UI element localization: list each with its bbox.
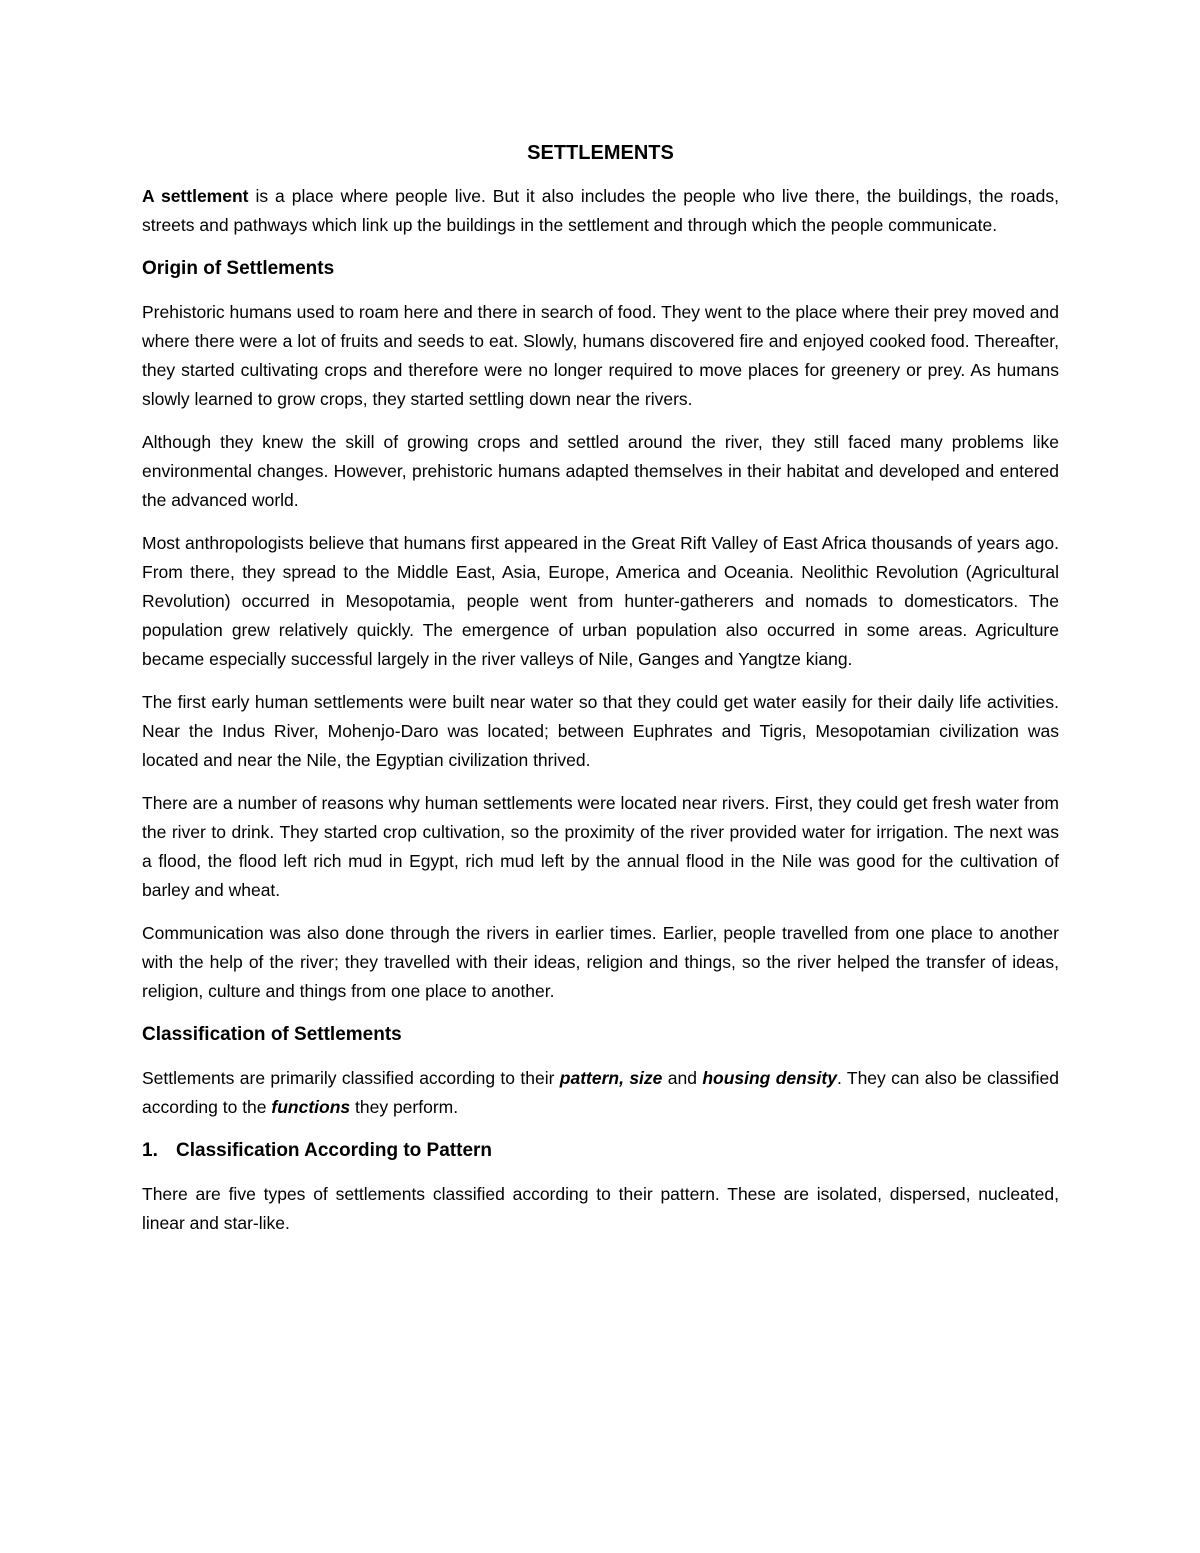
classification-text-5: they perform. bbox=[350, 1097, 459, 1117]
keyword-pattern: pattern, bbox=[559, 1068, 624, 1088]
origin-paragraph-5: There are a number of reasons why human settlements were located near rivers. First, they could get fresh water from the river to drink. They started crop cultivation, so the proximity of the river provided water for irrigation. The next was a flood, the flood left rich mud in Egypt, rich mud left by the annual flood in the Nile was good for the cultivation of barley and wheat. bbox=[142, 793, 1059, 900]
origin-paragraph-2: Although they knew the skill of growing crops and settled around the river, they still faced many problems like environmental changes. However, prehistoric humans adapted themselves in their habitat and developed and entered the advanced world. bbox=[142, 432, 1059, 510]
intro-term: A settlement bbox=[142, 186, 249, 206]
document-page bbox=[142, 138, 1059, 1252]
origin-paragraph-4: The first early human settlements were built near water so that they could get water easily for their daily life activities. Near the Indus River, Mohenjo-Daro was located; between Euphrates and Tigris, Mesopotamian civilization was located and near the Nile, the Egyptian civilization thrived. bbox=[142, 692, 1059, 770]
origin-paragraph-1: Prehistoric humans used to roam here and there in search of food. They went to the place where their prey moved and where there were a lot of fruits and seeds to eat. Slowly, humans discovered fire and enjoyed cooked food. Thereafter, they started cultivating crops and therefore were no longer required to move places for greenery or prey. As humans slowly learned to grow crops, they started settling down near the rivers. bbox=[142, 302, 1059, 409]
classification-text-1: Settlements are primarily classified according to their bbox=[142, 1068, 560, 1088]
origin-heading: Origin of Settlements bbox=[142, 258, 335, 279]
origin-paragraph-3: Most anthropologists believe that humans first appeared in the Great Rift Valley of East Africa thousands of years ago. From there, they spread to the Middle East, Asia, Europe, America and Oceania. Neolithic Revolution (Agricultural Revolution) occurred in Mesopotamia, people went from hunter-gatherers and nomads to domesticators. The population grew relatively quickly. The emergence of urban population also occurred in some areas. Agriculture became especially successful largely in the river valleys of Nile, Ganges and Yangtze kiang. bbox=[142, 533, 1059, 669]
pattern-heading bbox=[142, 1136, 1059, 1166]
document-title: SETTLEMENTS bbox=[527, 142, 674, 164]
intro-text: is a place where people live. But it also includes the people who live there, the buildings, the roads, streets and pathways which link up the buildings in the settlement and through which the people communicate. bbox=[142, 186, 1059, 235]
keyword-housing-density: housing density bbox=[702, 1068, 837, 1088]
classification-heading: Classification of Settlements bbox=[142, 1024, 402, 1045]
pattern-heading-number: 1. bbox=[142, 1140, 158, 1161]
keyword-functions: functions bbox=[271, 1097, 351, 1117]
origin-paragraph-6: Communication was also done through the rivers in earlier times. Earlier, people travelled from one place to another with the help of the river; they travelled with their ideas, religion and things, so the river helped the transfer of ideas, religion, culture and things from one place to another. bbox=[142, 923, 1059, 1001]
classification-text-3: and bbox=[662, 1068, 703, 1088]
pattern-heading-text: Classification According to Pattern bbox=[176, 1140, 493, 1161]
intro-paragraph bbox=[142, 182, 1059, 240]
keyword-size: size bbox=[629, 1068, 663, 1088]
classification-paragraph bbox=[142, 1064, 1059, 1122]
classification-text-4: . They can also be classified according to the bbox=[142, 1068, 1059, 1117]
pattern-paragraph: There are five types of settlements classified according to their pattern. These are isolated, dispersed, nucleated, linear and star-like. bbox=[142, 1184, 1059, 1233]
